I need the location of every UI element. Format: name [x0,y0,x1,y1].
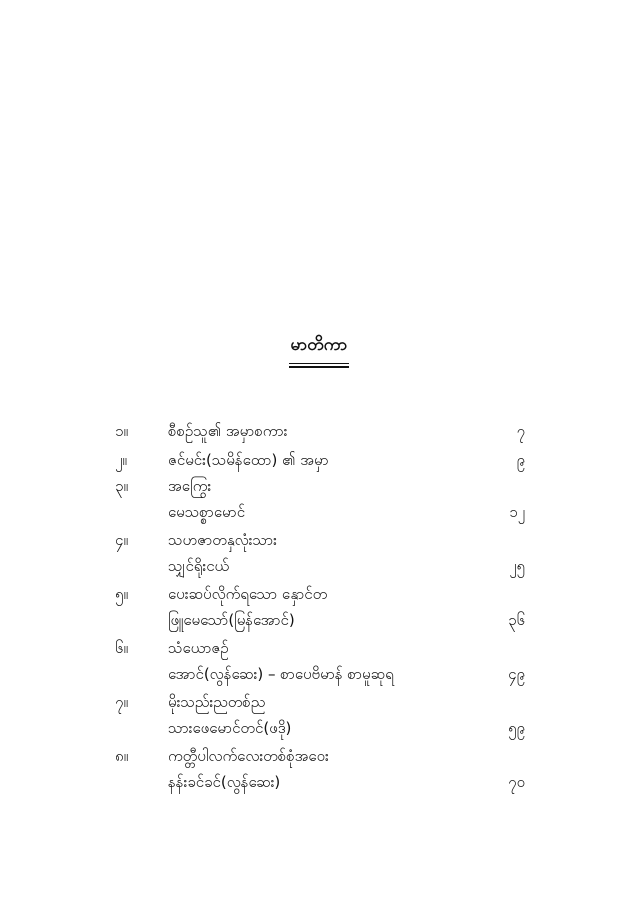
toc-title: သံယောဇဉ် [168,639,229,657]
toc-row [0,418,638,447]
toc-row [0,527,638,553]
toc-row [0,715,638,743]
toc-number: ၄။ [115,531,128,549]
toc-row [0,499,638,527]
toc-page-number: ၉ [516,451,525,469]
toc-author: နန်းခင်ခင်(လွန်ဆေး) [168,773,281,791]
toc-number: ၈။ [115,747,129,765]
toc-number: ၆။ [115,639,128,657]
toc-page-number: ၁၂ [509,503,525,521]
toc-row [0,689,638,715]
toc-page-number: ၇ [516,422,525,440]
toc-row [0,635,638,661]
toc-number: ၃။ [115,477,128,495]
toc-page-number: ၃၆ [508,611,525,629]
toc-number: ၁။ [115,422,128,440]
toc-row [0,447,638,473]
toc-title: ကတ္တီပါလက်လေးတစ်စုံအဝေး [168,747,329,765]
toc-number: ၇။ [115,693,128,711]
toc-number: ၅။ [115,585,128,603]
toc-row [0,769,638,797]
title-container [0,334,638,364]
toc-title: မိုးသည်းညတစ်ည [168,693,266,711]
toc-author: သျှင်ရိုးငယ် [168,557,230,575]
toc-author: အောင်(လွန်ဆေး) – စာပေဗိမာန် စာမူဆုရ [168,665,394,683]
toc-title: သဟဇာတနှလုံးသား [168,531,277,549]
toc-row [0,473,638,499]
table-of-contents [0,418,638,797]
toc-author: ဖြူမေသော်(မြန်အောင်) [168,611,295,629]
toc-page-number: ၂၅ [509,557,525,575]
toc-row [0,743,638,769]
toc-row [0,661,638,689]
page-title: မာတိကာ [289,334,350,364]
toc-title: အကြွေး [168,477,212,495]
toc-title: ပေးဆပ်လိုက်ရသော နှောင်တ [168,585,328,603]
toc-page-number: ၇၀ [508,773,525,791]
toc-title: ဇင်မင်း(သမိန်ထော) ၏ အမှာ [168,451,329,469]
toc-row [0,581,638,607]
toc-title: စီစဉ်သူ၏ အမှာစကား [168,422,288,440]
toc-page-number: ၄၉ [508,665,525,683]
toc-row [0,607,638,635]
toc-number: ၂။ [115,451,127,469]
toc-page-number: ၅၉ [508,719,525,737]
toc-author: သားဖေမောင်တင်(ဖဒို) [168,719,292,737]
toc-row [0,553,638,581]
toc-author: မေသစ္စာမောင် [168,503,246,521]
